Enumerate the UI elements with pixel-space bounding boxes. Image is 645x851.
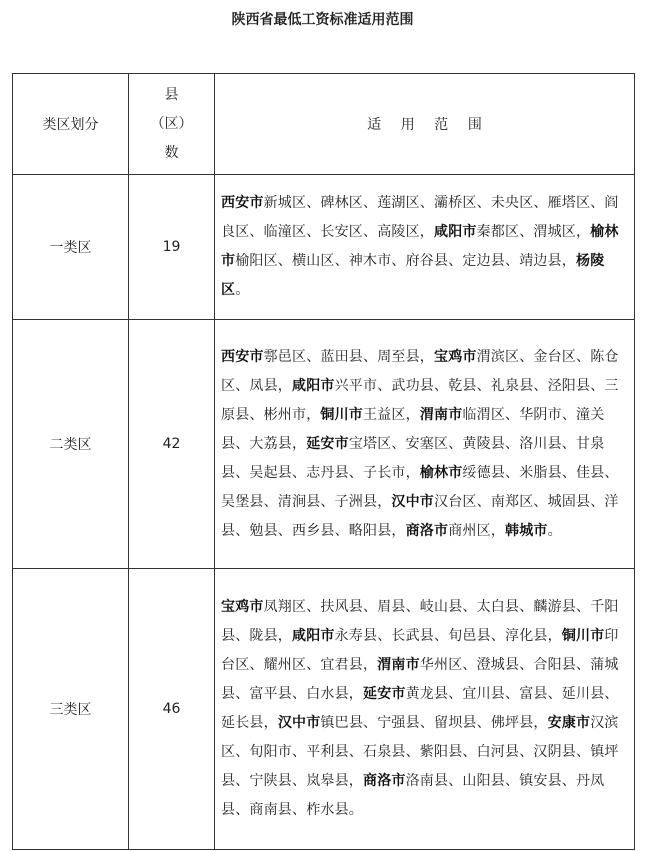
district-list: 华州区、澄城县、合阳县、蒲城县、富平县、白水县， [221,657,619,702]
row-count: 19 [129,175,215,320]
district-list: 印台区、耀州区、宜君县， [221,628,619,673]
district-list: 汉台区、南郑区、城固县、洋县、勉县、西乡县、略阳县， [221,493,619,539]
city-name: 宝鸡市 [434,348,477,365]
district-list: 兴平市、武功县、乾县、礼泉县、泾阳县、三原县、彬州市， [221,377,619,423]
city-name: 铜川市 [561,628,605,644]
row-category: 三类区 [13,569,129,850]
city-name: 咸阳市 [292,377,335,394]
city-name: 延安市 [306,435,349,452]
table-row [13,320,635,569]
district-list: 商州区， [448,522,506,539]
city-name: 渭南市 [377,657,420,673]
city-name: 安康市 [547,715,591,731]
city-name: 咸阳市 [434,224,477,240]
header-county-count [129,74,215,175]
district-list: 凤翔区、扶风县、眉县、岐山县、太白县、麟游县、千阳县、陇县， [221,599,619,644]
city-name: 西安市 [221,195,264,211]
table-header-row [13,74,635,175]
header-scope-label: 适用范围 [367,117,502,133]
row-scope [215,320,635,569]
district-list: 镇巴县、宁强县、留坝县、佛坪县， [320,715,548,731]
city-name: 韩城市 [505,522,548,539]
header-count-line: （区） [150,115,193,132]
district-list: 洛南县、山阳县、镇安县、丹凤县、商南县、柞水县。 [221,773,605,818]
district-list: 榆阳区、横山区、神木市、府谷县、定边县、靖边县， [235,253,577,269]
row-count: 42 [129,320,215,569]
city-name: 榆林市 [221,224,619,269]
district-list: 。 [235,282,250,298]
city-name: 铜川市 [320,406,364,423]
district-list: 渭滨区、金台区、陈仓区、凤县， [221,348,619,394]
header-count-line: 县 [164,86,179,103]
row-scope [215,569,635,850]
document-title: 陕西省最低工资标准适用范围 [231,12,414,28]
district-list: 永寿县、长武县、旬邑县、淳化县， [334,628,562,644]
row-category: 一类区 [13,175,129,320]
district-list: 汉滨区、旬阳市、平利县、石泉县、紫阳县、白河县、汉阴县、镇坪县、宁陕县、岚皋县， [221,715,619,789]
city-name: 延安市 [363,686,406,702]
row-count: 46 [129,569,215,850]
district-list: 。 [547,522,562,539]
city-name: 渭南市 [419,406,463,423]
district-list: 新城区、碑林区、莲湖区、灞桥区、未央区、雁塔区、阎良区、临潼区、长安区、高陵区， [221,195,619,240]
header-count-line: 数 [164,144,179,161]
district-list: 宝塔区、安塞区、黄陵县、洛川县、甘泉县、吴起县、志丹县、子长市， [221,435,605,481]
row-scope [215,175,635,320]
district-list: 鄠邑区、蓝田县、周至县， [263,348,435,365]
district-list: 绥德县、米脂县、佳县、吴堡县、清涧县、子洲县， [221,464,619,510]
city-name: 宝鸡市 [221,599,264,615]
city-name: 汉中市 [277,715,321,731]
city-name: 榆林市 [419,464,463,481]
city-name: 西安市 [221,348,264,365]
row-category: 二类区 [13,320,129,569]
city-name: 汉中市 [391,493,435,510]
header-scope [215,74,635,175]
city-name: 商洛市 [405,522,449,539]
header-category: 类区划分 [13,74,129,175]
table-row [13,569,635,850]
city-name: 商洛市 [363,773,406,789]
minimum-wage-table [12,73,635,850]
district-list: 临渭区、华阴市、潼关县、大荔县， [221,406,605,452]
district-list: 黄龙县、宜川县、富县、延川县、延长县， [221,686,619,731]
district-list: 秦都区、渭城区， [476,224,591,240]
table-row [13,175,635,320]
city-name: 杨陵区 [221,253,605,298]
district-list: 王益区， [363,406,420,423]
city-name: 咸阳市 [292,628,335,644]
